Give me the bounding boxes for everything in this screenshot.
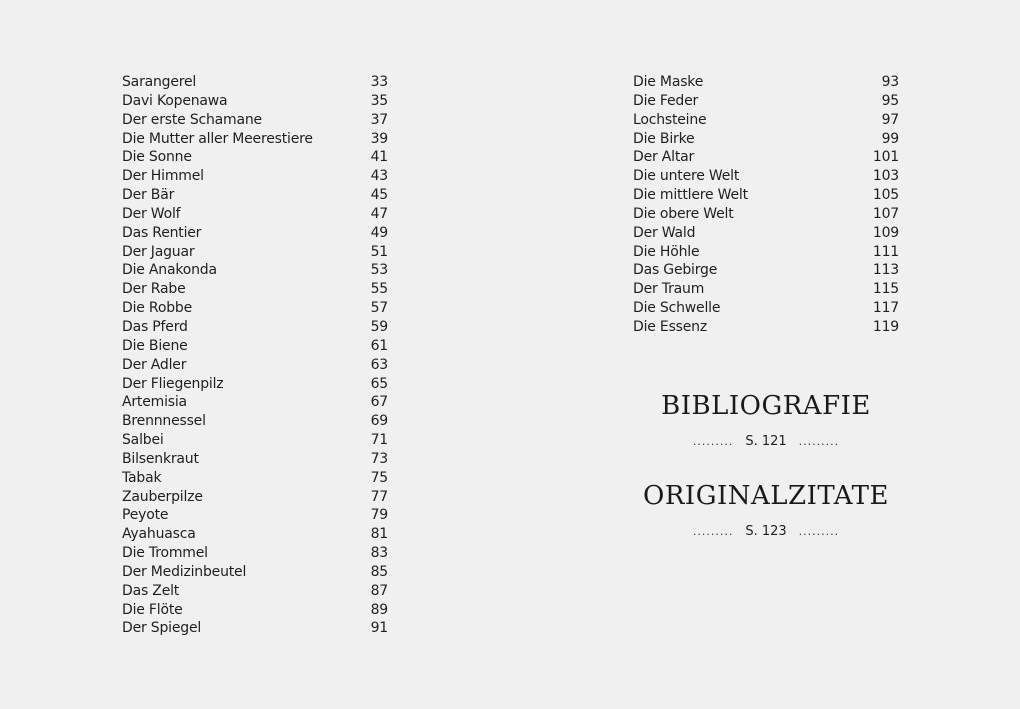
toc-entry-page: 113 <box>872 262 899 279</box>
toc-entry[interactable] <box>633 318 899 337</box>
toc-entry-page: 79 <box>370 507 388 524</box>
toc-entry[interactable] <box>122 375 388 394</box>
toc-entry-title: Tabak <box>122 469 162 486</box>
toc-left-column <box>122 73 388 638</box>
toc-entry-title: Der Traum <box>633 281 705 298</box>
toc-entry[interactable] <box>122 261 388 280</box>
toc-entry[interactable] <box>122 601 388 620</box>
toc-entry-page: 77 <box>370 488 388 505</box>
toc-entry[interactable] <box>122 525 388 544</box>
toc-entry-page: 67 <box>370 394 388 411</box>
toc-entry[interactable] <box>633 280 899 299</box>
bibliografie-page-number: S. 121 <box>745 434 787 449</box>
toc-entry-page: 85 <box>370 563 388 580</box>
toc-entry-title: Bilsenkraut <box>122 450 199 467</box>
toc-entry-title: Der Jaguar <box>122 243 195 260</box>
toc-entry[interactable] <box>633 130 899 149</box>
toc-entry[interactable] <box>633 167 899 186</box>
toc-entry[interactable] <box>633 92 899 111</box>
toc-entry[interactable] <box>122 431 388 450</box>
toc-entry-title: Das Pferd <box>122 318 188 335</box>
toc-entry-page: 53 <box>370 262 388 279</box>
toc-right-column <box>633 73 899 337</box>
toc-entry-page: 35 <box>370 92 388 109</box>
originalzitate-page-ref[interactable] <box>633 523 899 541</box>
toc-entry-page: 71 <box>370 432 388 449</box>
toc-entry[interactable] <box>122 148 388 167</box>
toc-entry[interactable] <box>633 205 899 224</box>
toc-entry-page: 117 <box>872 300 899 317</box>
toc-entry-page: 47 <box>370 205 388 222</box>
toc-entry-title: Artemisia <box>122 394 187 411</box>
toc-entry[interactable] <box>122 73 388 92</box>
toc-entry[interactable] <box>122 280 388 299</box>
toc-entry-title: Peyote <box>122 507 169 524</box>
toc-entry-page: 95 <box>881 92 899 109</box>
toc-entry-page: 83 <box>370 545 388 562</box>
toc-entry-title: Der Fliegenpilz <box>122 375 224 392</box>
toc-entry[interactable] <box>122 356 388 375</box>
toc-entry[interactable] <box>122 337 388 356</box>
toc-entry-title: Das Rentier <box>122 224 202 241</box>
toc-entry[interactable] <box>633 299 899 318</box>
toc-entry-page: 59 <box>370 318 388 335</box>
toc-entry[interactable] <box>122 412 388 431</box>
toc-entry-page: 107 <box>872 205 899 222</box>
toc-entry-title: Die Sonne <box>122 149 192 166</box>
toc-entry-title: Die Essenz <box>633 318 708 335</box>
toc-entry-page: 99 <box>881 130 899 147</box>
toc-entry-title: Der Rabe <box>122 281 186 298</box>
toc-entry[interactable] <box>122 393 388 412</box>
toc-entry[interactable] <box>122 450 388 469</box>
toc-entry[interactable] <box>122 243 388 262</box>
toc-entry-title: Der Adler <box>122 356 187 373</box>
toc-entry-title: Der Wolf <box>122 205 181 222</box>
toc-entry[interactable] <box>633 73 899 92</box>
toc-entry-title: Die Trommel <box>122 545 208 562</box>
toc-entry-title: Die Anakonda <box>122 262 217 279</box>
toc-entry-page: 49 <box>370 224 388 241</box>
toc-entry-page: 39 <box>370 130 388 147</box>
toc-entry-page: 69 <box>370 413 388 430</box>
toc-entry-page: 97 <box>881 111 899 128</box>
toc-entry-title: Zauberpilze <box>122 488 203 505</box>
toc-entry-title: Die Maske <box>633 74 704 90</box>
toc-entry-title: Die Feder <box>633 92 699 109</box>
toc-entry-page: 55 <box>370 281 388 298</box>
toc-entry-page: 45 <box>370 187 388 204</box>
toc-entry[interactable] <box>122 318 388 337</box>
toc-entry[interactable] <box>122 544 388 563</box>
toc-entry-title: Die Biene <box>122 337 188 354</box>
toc-entry[interactable] <box>122 469 388 488</box>
leader-dots-left: ......... <box>692 525 734 538</box>
toc-entry-page: 43 <box>370 168 388 185</box>
toc-entry[interactable] <box>122 488 388 507</box>
toc-entry-title: Der Medizinbeutel <box>122 563 247 580</box>
toc-entry-title: Salbei <box>122 432 164 449</box>
bibliografie-heading: BIBLIOGRAFIE <box>661 391 871 421</box>
toc-entry-title: Das Zelt <box>122 582 180 599</box>
toc-entry-page: 111 <box>872 243 899 260</box>
toc-entry-title: Sarangerel <box>122 74 197 90</box>
toc-entry-title: Der Wald <box>633 224 696 241</box>
toc-entry-page: 65 <box>370 375 388 392</box>
toc-entry[interactable] <box>633 224 899 243</box>
toc-entry-title: Das Gebirge <box>633 262 718 279</box>
toc-entry[interactable] <box>122 563 388 582</box>
toc-entry-title: Ayahuasca <box>122 526 196 543</box>
toc-entry[interactable] <box>122 224 388 243</box>
leader-dots-right: ......... <box>798 435 840 448</box>
toc-entry[interactable] <box>122 167 388 186</box>
toc-entry-page: 87 <box>370 582 388 599</box>
toc-entry-page: 37 <box>370 111 388 128</box>
toc-entry-title: Der Spiegel <box>122 620 202 637</box>
originalzitate-heading: ORIGINALZITATE <box>643 481 889 511</box>
toc-entry-title: Die Mutter aller Meerestiere <box>122 130 313 147</box>
toc-entry-page: 57 <box>370 300 388 317</box>
toc-entry[interactable] <box>122 582 388 601</box>
toc-entry[interactable] <box>633 148 899 167</box>
toc-entry[interactable] <box>633 186 899 205</box>
toc-entry[interactable] <box>122 205 388 224</box>
toc-entry-page: 63 <box>370 356 388 373</box>
bibliografie-section <box>633 391 899 451</box>
toc-entry-page: 61 <box>370 337 388 354</box>
originalzitate-page-number: S. 123 <box>745 524 787 539</box>
toc-entry[interactable] <box>122 130 388 149</box>
toc-entry-title: Der erste Schamane <box>122 111 262 128</box>
toc-entry-title: Die mittlere Welt <box>633 187 748 204</box>
toc-entry-page: 101 <box>872 149 899 166</box>
toc-entry-title: Die Schwelle <box>633 300 721 317</box>
toc-entry-page: 105 <box>872 187 899 204</box>
toc-entry-title: Die Birke <box>633 130 695 147</box>
toc-entry[interactable] <box>633 261 899 280</box>
toc-entry-page: 41 <box>370 149 388 166</box>
toc-entry-title: Die Höhle <box>633 243 700 260</box>
toc-entry-page: 33 <box>370 74 388 90</box>
toc-entry-title: Die Robbe <box>122 300 192 317</box>
toc-entry-title: Brennnessel <box>122 413 206 430</box>
toc-entry-page: 109 <box>872 224 899 241</box>
toc-entry[interactable] <box>122 299 388 318</box>
toc-entry-page: 51 <box>370 243 388 260</box>
leader-dots-right: ......... <box>798 525 840 538</box>
toc-entry[interactable] <box>122 506 388 525</box>
toc-entry-page: 89 <box>370 601 388 618</box>
leader-dots-left: ......... <box>692 435 734 448</box>
toc-entry-page: 75 <box>370 469 388 486</box>
toc-entry[interactable] <box>122 92 388 111</box>
toc-entry-page: 93 <box>881 74 899 90</box>
bibliografie-page-ref[interactable] <box>633 433 899 451</box>
toc-entry-title: Der Himmel <box>122 168 204 185</box>
originalzitate-section <box>633 481 899 541</box>
toc-entry-title: Die obere Welt <box>633 205 734 222</box>
toc-entry[interactable] <box>122 186 388 205</box>
toc-entry-page: 115 <box>872 281 899 298</box>
toc-entry-page: 73 <box>370 450 388 467</box>
toc-entry-title: Der Altar <box>633 149 695 166</box>
toc-entry-title: Lochsteine <box>633 111 707 128</box>
toc-entry-page: 81 <box>370 526 388 543</box>
toc-entry-title: Die Flöte <box>122 601 183 618</box>
toc-entry-title: Davi Kopenawa <box>122 92 228 109</box>
toc-entry[interactable] <box>633 243 899 262</box>
toc-entry-page: 91 <box>370 620 388 637</box>
toc-entry-page: 119 <box>872 318 899 335</box>
toc-entry-title: Die untere Welt <box>633 168 740 185</box>
toc-entry[interactable] <box>633 111 899 130</box>
toc-entry[interactable] <box>122 111 388 130</box>
toc-entry-title: Der Bär <box>122 187 175 204</box>
toc-entry[interactable] <box>122 619 388 638</box>
toc-entry-page: 103 <box>872 168 899 185</box>
